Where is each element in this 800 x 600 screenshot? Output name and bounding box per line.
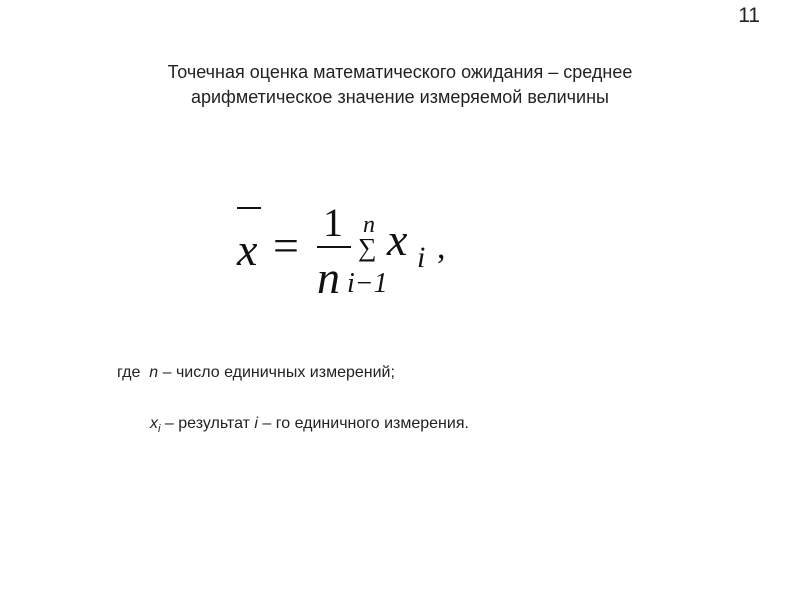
formula-denominator: n: [317, 252, 340, 303]
definition-xi: [150, 415, 469, 435]
formula-comma: ,: [437, 229, 446, 266]
definition-xi-text-a: – результат: [164, 415, 250, 432]
fraction-line: [317, 246, 351, 248]
overline-bar: [237, 207, 261, 209]
definition-prefix: где: [117, 364, 141, 381]
formula-term-x: x: [387, 214, 408, 265]
definition-var-x-sub: i: [158, 423, 161, 435]
formula-term-subscript: i: [417, 241, 426, 274]
title-line-1: Точечная оценка математического ожидания – среднее: [167, 62, 633, 82]
definition-n-text: – число единичных измерений;: [162, 364, 395, 381]
definition-n: [117, 364, 395, 382]
mean-formula: [225, 195, 485, 315]
formula-lhs-x: x: [237, 224, 258, 275]
formula-equals: =: [273, 220, 299, 271]
sum-symbol: ∑: [358, 233, 377, 262]
formula-numerator: 1: [323, 200, 343, 245]
slide-title: [0, 60, 800, 110]
title-line-2: арифметическое значение измеряемой величины: [190, 87, 609, 107]
sum-upper-limit: n: [363, 212, 375, 238]
definition-xi-text-b: – го единичного измерения.: [262, 415, 469, 432]
definition-var-n: n: [149, 364, 159, 381]
sum-lower-limit: i−1: [347, 268, 388, 299]
definition-var-x: x: [150, 415, 158, 432]
page-number: 11: [738, 4, 760, 27]
definition-var-i: i: [254, 415, 258, 432]
